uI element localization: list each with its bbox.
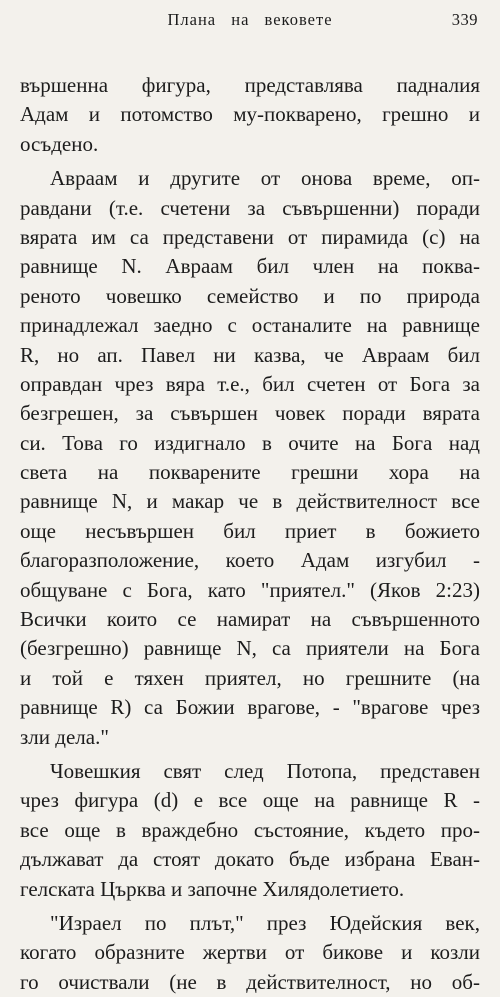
text-line: когато образните жертви от бикове и козли	[20, 940, 480, 965]
text-line: Адам и потомство му-покварено, грешно и	[20, 102, 480, 127]
text-line: общуване с Бога, като "приятел." (Яков 2:23)	[20, 577, 480, 602]
text-line: принадлежал заедно с останалите на равнище	[20, 313, 480, 338]
page-number: 339	[451, 10, 478, 29]
text-line: благоразположение, което Адам изгубил -	[20, 548, 480, 573]
running-title: Плана на вековете	[167, 10, 333, 29]
text-line: си. Това го издигнало в очите на Бога над	[20, 430, 480, 455]
text-line: "Израел по плът," през Юдейския век,	[50, 910, 480, 935]
text-line: реното човешко семейство и по природа	[20, 283, 480, 308]
text-line: (безгрешно) равнище N, са приятели на Бога	[20, 636, 480, 661]
text-line: вършенна фигура, представлява падналия	[20, 73, 480, 97]
text-line: равнище N, и макар че в действителност все	[20, 489, 480, 514]
text-line: и той е тяхен приятел, но грешните (на	[20, 665, 480, 690]
text-line: равнище R) са Божии врагове, - "врагове чрез	[20, 695, 480, 720]
text-line: осъдено.	[20, 131, 99, 156]
text-line: Човешкия свят след Потопа, представен	[50, 758, 480, 783]
text-line: оправдан чрез вяра т.е., бил счетен от Бога за	[20, 371, 480, 396]
text-line: дължават да стоят докато бъде избрана Еван-	[20, 847, 480, 872]
text-line: още несъвършен бил приет в божието	[20, 518, 480, 543]
text-line: все още в враждебно състояние, където про-	[20, 817, 480, 842]
text-line: равдани (т.е. счетени за съвършенни) поради	[20, 195, 480, 220]
text-line: безгрешен, за съвършен човек поради вярата	[20, 401, 480, 426]
running-header	[20, 10, 480, 34]
text-line: зли дела."	[20, 724, 109, 749]
text-line: го очиствали (не в действителност, но об-	[20, 969, 480, 994]
text-line: R, но ап. Павел ни казва, че Авраам бил	[20, 342, 480, 367]
text-line: Всички които се намират на съвършенното	[20, 607, 480, 632]
body-text	[20, 71, 480, 997]
text-line: чрез фигура (d) е все още на равнище R -	[20, 788, 480, 813]
text-line: вярата им са представени от пирамида (c) на	[20, 224, 480, 249]
text-line: гелската Църква и започне Хилядолетието.	[20, 876, 405, 901]
text-line: Авраам и другите от онова време, оп-	[50, 166, 480, 191]
text-line: равнище N. Авраам бил член на поква-	[20, 254, 480, 279]
text-line: света на покварените грешни хора на	[20, 460, 480, 485]
